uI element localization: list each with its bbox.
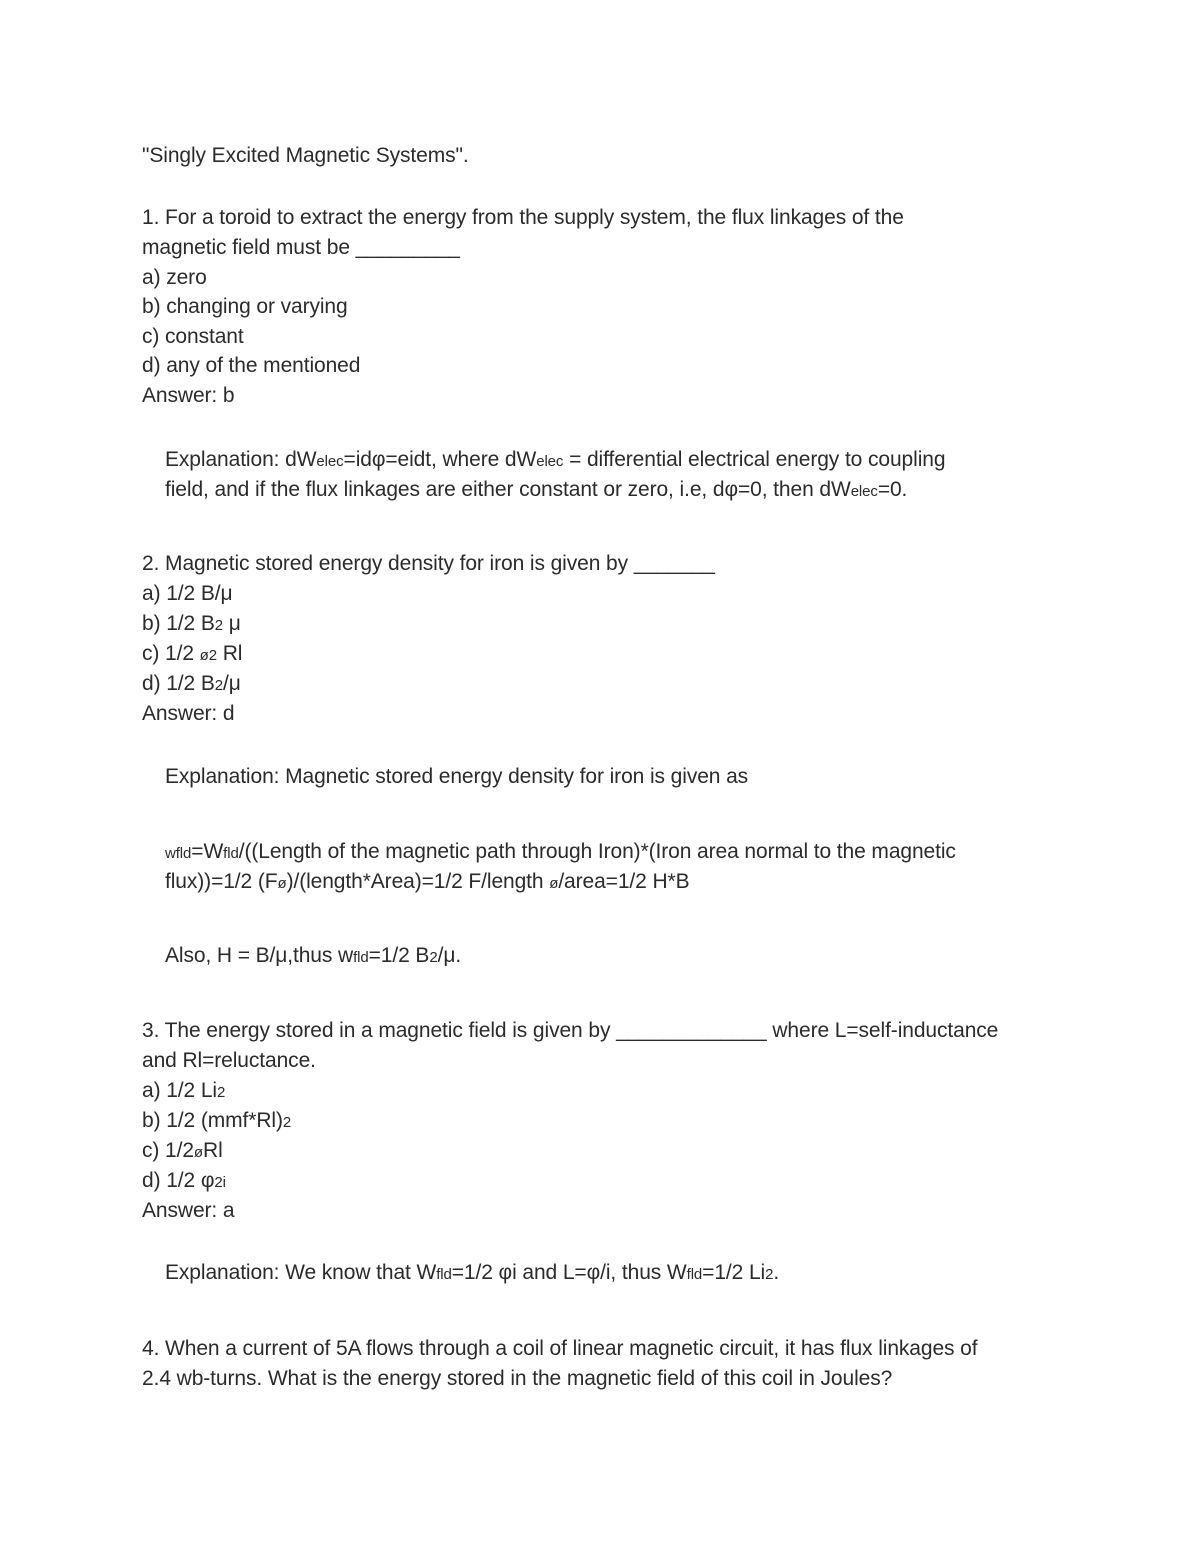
q2-option-c-symbol: ø bbox=[199, 647, 209, 664]
q3-expl-text-1: Explanation: We know that W bbox=[165, 1261, 437, 1284]
q2-option-c-text: c) 1/2 bbox=[142, 642, 200, 665]
q2-stem: 2. Magnetic stored energy density for iron is given by _______ bbox=[142, 552, 715, 575]
q2-option-d bbox=[142, 669, 241, 701]
q4-stem-line1: 4. When a current of 5A flows through a coil of linear magnetic circuit, it has flux linkages of bbox=[142, 1337, 978, 1360]
document-title: "Singly Excited Magnetic Systems". bbox=[142, 144, 469, 167]
q3-option-c-text: c) 1/2 bbox=[142, 1139, 194, 1162]
q2-option-d-sub: 2 bbox=[214, 677, 223, 694]
q2-option-b-text: b) 1/2 B bbox=[142, 612, 215, 635]
q3-option-b bbox=[142, 1106, 291, 1138]
q1-option-d: d) any of the mentioned bbox=[142, 354, 361, 377]
q2-expl3-text-2: )/(length*Area)=1/2 F/length bbox=[286, 870, 550, 893]
q2-explanation-line1: Explanation: Magnetic stored energy density for iron is given as bbox=[165, 765, 749, 788]
q3-option-b-text: b) 1/2 (mmf*Rl) bbox=[142, 1109, 283, 1132]
q3-stem-line1: 3. The energy stored in a magnetic field is given by _____________ where L=self-inductance bbox=[142, 1019, 999, 1042]
q1-expl-text-1: Explanation: dW bbox=[165, 448, 317, 471]
q2-option-d-post: /μ bbox=[223, 672, 241, 695]
q2-option-a: a) 1/2 B/μ bbox=[142, 582, 233, 605]
q2-explanation-line4 bbox=[165, 941, 461, 973]
q2-answer: Answer: d bbox=[142, 702, 235, 725]
q2-explanation-line3 bbox=[165, 867, 690, 899]
q3-expl-subscript-3: 2 bbox=[765, 1266, 774, 1283]
q3-option-a-text: a) 1/2 Li bbox=[142, 1079, 217, 1102]
q2-expl3-text-1: flux))=1/2 (F bbox=[165, 870, 278, 893]
q1-stem-line2: magnetic field must be _________ bbox=[142, 236, 460, 259]
q2-option-c bbox=[142, 639, 242, 671]
q2-option-b bbox=[142, 609, 241, 641]
q3-option-d-sub: 2i bbox=[214, 1174, 226, 1191]
q2-expl4-subscript-2: 2 bbox=[429, 949, 438, 966]
q1-expl-subscript-1: elec bbox=[316, 453, 344, 470]
q3-expl-text-4: . bbox=[773, 1261, 780, 1284]
q1-explanation-line2 bbox=[165, 475, 907, 507]
q1-expl-text-4: field, and if the flux linkages are either constant or zero, i.e, dφ=0, then dW bbox=[165, 478, 851, 501]
q1-option-c: c) constant bbox=[142, 325, 244, 348]
q3-answer: Answer: a bbox=[142, 1199, 235, 1222]
q3-stem-line2: and Rl=reluctance. bbox=[142, 1049, 316, 1072]
q2-expl4-text-2: =1/2 B bbox=[368, 944, 430, 967]
q3-option-b-sub: 2 bbox=[282, 1114, 292, 1131]
q2-explanation-line2 bbox=[165, 837, 956, 869]
q1-expl-subscript-2: elec bbox=[536, 453, 564, 470]
q1-option-a: a) zero bbox=[142, 266, 207, 289]
q2-expl4-subscript-1: fld bbox=[353, 949, 369, 966]
q4-stem-line2: 2.4 wb-turns. What is the energy stored in the magnetic field of this coil in Joules? bbox=[142, 1367, 893, 1390]
q1-expl-text-2: =idφ=eidt, where dW bbox=[343, 448, 537, 471]
q3-option-a-sub: 2 bbox=[216, 1084, 226, 1101]
q1-expl-text-5: =0. bbox=[877, 478, 908, 501]
q3-option-c-post: Rl bbox=[203, 1139, 223, 1162]
q3-expl-text-2: =1/2 φi and L=φ/i, thus W bbox=[451, 1261, 687, 1284]
q2-option-b-post: μ bbox=[223, 612, 241, 635]
q2-expl3-symbol-1: ø bbox=[277, 875, 287, 892]
q2-expl2-text-1: =W bbox=[191, 840, 224, 863]
q2-option-c-post: Rl bbox=[216, 642, 243, 665]
q1-explanation-line1 bbox=[165, 445, 945, 477]
q2-expl4-text-1: Also, H = B/μ,thus w bbox=[165, 944, 354, 967]
q2-expl3-text-3: /area=1/2 H*B bbox=[558, 870, 690, 893]
q3-expl-subscript-1: fld bbox=[436, 1266, 452, 1283]
q2-expl2-text-2: /((Length of the magnetic path through Iron)*(Iron area normal to the magnetic bbox=[238, 840, 956, 863]
q2-option-b-sub: 2 bbox=[214, 617, 223, 634]
q2-expl2-subscript-1: wfld bbox=[165, 845, 192, 862]
q1-expl-subscript-3: elec bbox=[850, 483, 878, 500]
q3-explanation bbox=[165, 1258, 779, 1290]
q3-expl-text-3: =1/2 Li bbox=[702, 1261, 766, 1284]
q3-expl-subscript-2: fld bbox=[686, 1266, 703, 1283]
q3-option-d bbox=[142, 1166, 226, 1198]
q3-option-a bbox=[142, 1076, 225, 1108]
q2-expl4-text-3: /μ. bbox=[437, 944, 462, 967]
q2-expl2-subscript-2: fld bbox=[223, 845, 239, 862]
q1-option-b: b) changing or varying bbox=[142, 295, 348, 318]
q3-option-d-text: d) 1/2 φ bbox=[142, 1169, 215, 1192]
q2-expl3-symbol-2: ø bbox=[549, 875, 559, 892]
q3-option-c-symbol: ø bbox=[193, 1144, 203, 1161]
q3-option-c bbox=[142, 1136, 223, 1168]
q2-option-d-text: d) 1/2 B bbox=[142, 672, 215, 695]
q1-answer: Answer: b bbox=[142, 384, 235, 407]
q1-stem-line1: 1. For a toroid to extract the energy from the supply system, the flux linkages of the bbox=[142, 206, 904, 229]
q1-expl-text-3: = differential electrical energy to coupling bbox=[563, 448, 946, 471]
q2-option-c-sub: 2 bbox=[208, 647, 217, 664]
